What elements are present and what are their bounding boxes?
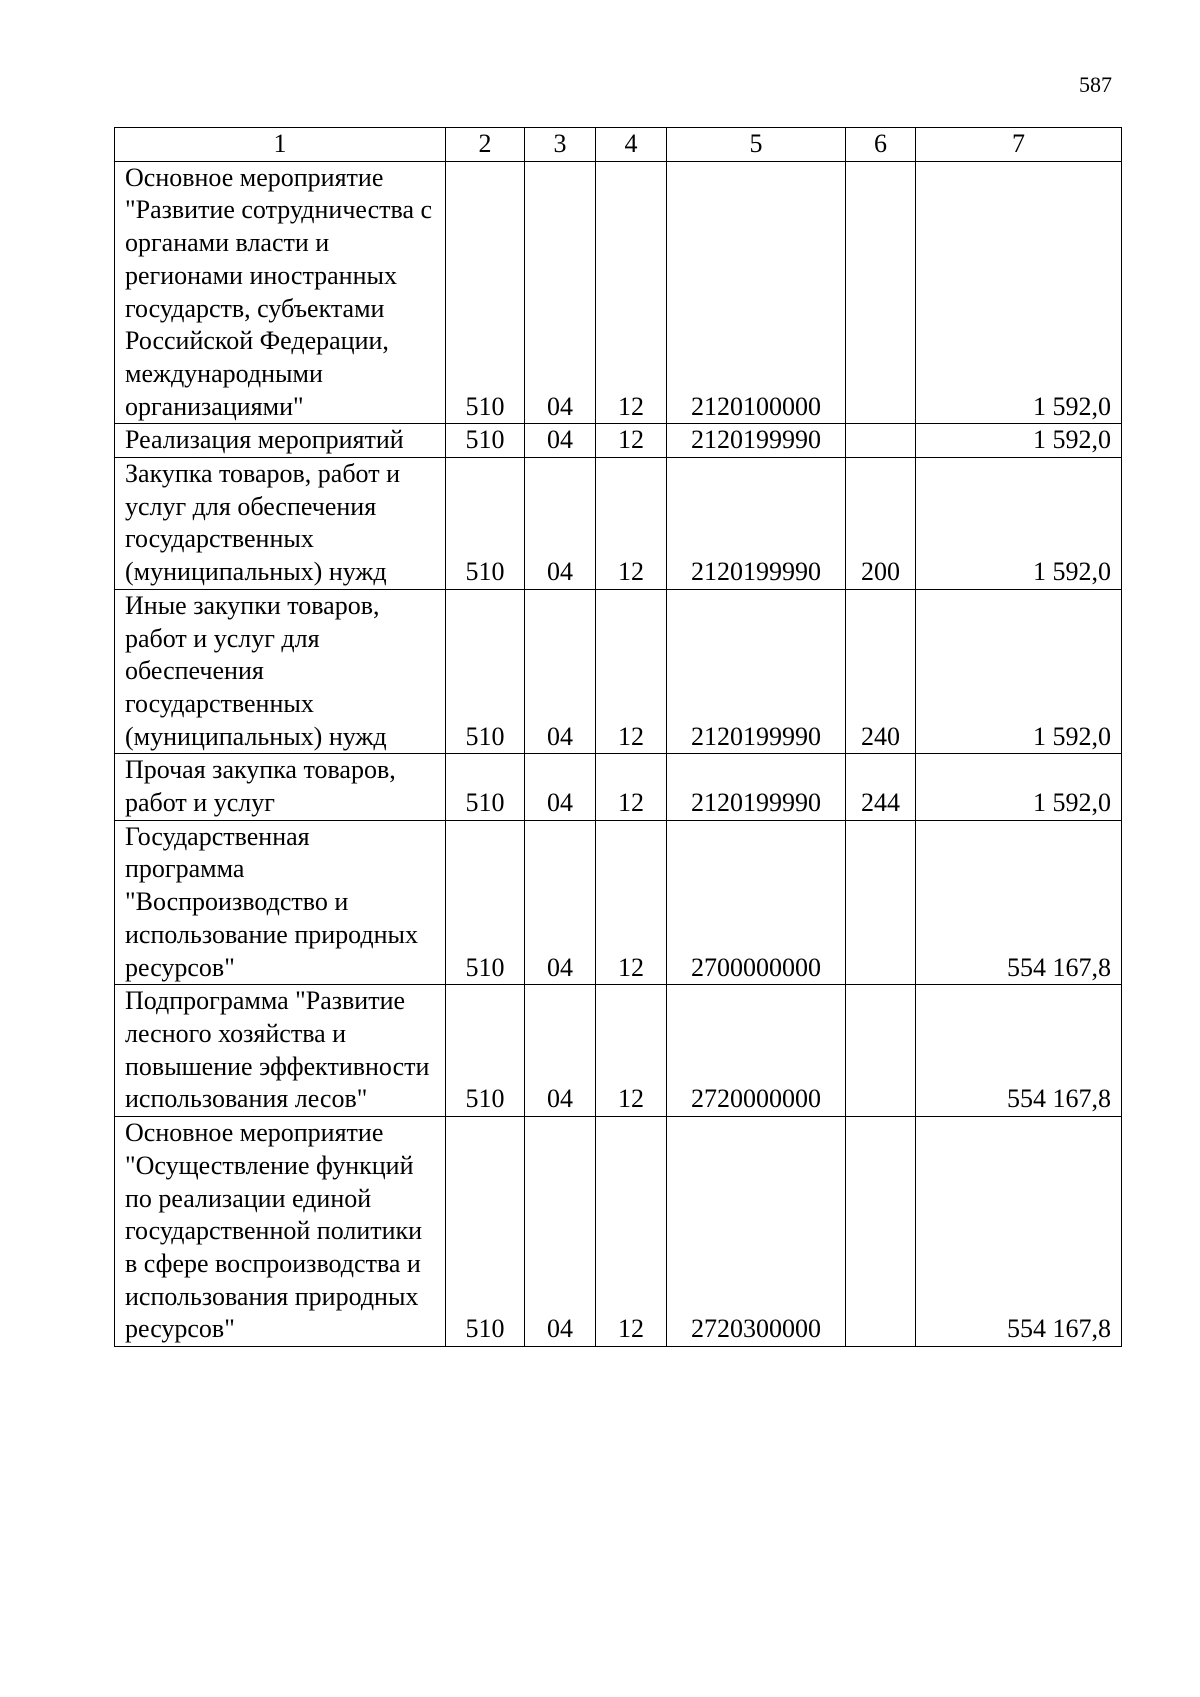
row-code-6: 244 (846, 754, 916, 820)
table-row (115, 1117, 1122, 1347)
row-amount: 554 167,8 (916, 1117, 1122, 1347)
row-code-3: 04 (525, 458, 596, 590)
row-code-6: 200 (846, 458, 916, 590)
row-amount: 1 592,0 (916, 161, 1122, 424)
row-name-cell: Закупка товаров, работ и услуг для обеспечения государственных (муниципальных) нужд (115, 458, 446, 590)
row-code-5: 2720000000 (667, 985, 846, 1117)
row-amount: 1 592,0 (916, 754, 1122, 820)
row-amount: 554 167,8 (916, 820, 1122, 985)
table-row (115, 820, 1122, 985)
header-cell-2: 2 (446, 128, 525, 162)
table-row (115, 161, 1122, 424)
row-name-cell: Иные закупки товаров, работ и услуг для обеспечения государственных (муниципальных) нужд (115, 589, 446, 754)
row-amount: 1 592,0 (916, 424, 1122, 458)
row-code-5: 2120199990 (667, 458, 846, 590)
row-code-4: 12 (596, 1117, 667, 1347)
row-code-4: 12 (596, 985, 667, 1117)
row-code-3: 04 (525, 424, 596, 458)
row-code-6 (846, 161, 916, 424)
row-code-2: 510 (446, 458, 525, 590)
row-code-5: 2720300000 (667, 1117, 846, 1347)
row-code-5: 2120199990 (667, 589, 846, 754)
row-amount: 554 167,8 (916, 985, 1122, 1117)
row-code-2: 510 (446, 754, 525, 820)
row-code-5: 2120199990 (667, 424, 846, 458)
row-code-6 (846, 985, 916, 1117)
row-code-2: 510 (446, 589, 525, 754)
header-cell-7: 7 (916, 128, 1122, 162)
row-name-cell: Основное мероприятие "Осуществление функций по реализации единой государственной политики в сфере воспроизводства и использования природных ресурсов" (115, 1117, 446, 1347)
row-code-6 (846, 820, 916, 985)
budget-table (114, 127, 1122, 1347)
row-code-3: 04 (525, 589, 596, 754)
table-row (115, 589, 1122, 754)
table-row (115, 458, 1122, 590)
row-name-cell: Прочая закупка товаров, работ и услуг (115, 754, 446, 820)
row-name-cell: Подпрограмма "Развитие лесного хозяйства и повышение эффективности использования лесов" (115, 985, 446, 1117)
row-amount: 1 592,0 (916, 589, 1122, 754)
row-code-4: 12 (596, 458, 667, 590)
header-cell-1: 1 (115, 128, 446, 162)
header-cell-6: 6 (846, 128, 916, 162)
table-row (115, 985, 1122, 1117)
table-row (115, 424, 1122, 458)
row-code-4: 12 (596, 589, 667, 754)
row-code-5: 2120199990 (667, 754, 846, 820)
header-cell-4: 4 (596, 128, 667, 162)
row-code-6 (846, 1117, 916, 1347)
row-name-cell: Основное мероприятие "Развитие сотрудничества с органами власти и регионами иностранных государств, субъектами Российской Федерации, международными организациями" (115, 161, 446, 424)
row-code-4: 12 (596, 161, 667, 424)
row-code-3: 04 (525, 985, 596, 1117)
row-code-3: 04 (525, 1117, 596, 1347)
row-code-2: 510 (446, 161, 525, 424)
row-name-cell: Реализация мероприятий (115, 424, 446, 458)
row-code-4: 12 (596, 754, 667, 820)
row-amount: 1 592,0 (916, 458, 1122, 590)
header-cell-5: 5 (667, 128, 846, 162)
row-code-3: 04 (525, 754, 596, 820)
row-code-2: 510 (446, 820, 525, 985)
row-code-6 (846, 424, 916, 458)
row-code-2: 510 (446, 424, 525, 458)
row-code-3: 04 (525, 820, 596, 985)
row-code-3: 04 (525, 161, 596, 424)
page-number: 587 (1079, 72, 1112, 97)
row-name-cell: Государственная программа "Воспроизводство и использование природных ресурсов" (115, 820, 446, 985)
row-code-6: 240 (846, 589, 916, 754)
header-cell-3: 3 (525, 128, 596, 162)
row-code-4: 12 (596, 424, 667, 458)
row-code-2: 510 (446, 1117, 525, 1347)
row-code-4: 12 (596, 820, 667, 985)
table-row (115, 754, 1122, 820)
row-code-2: 510 (446, 985, 525, 1117)
row-code-5: 2700000000 (667, 820, 846, 985)
table-header-row (115, 128, 1122, 162)
row-code-5: 2120100000 (667, 161, 846, 424)
